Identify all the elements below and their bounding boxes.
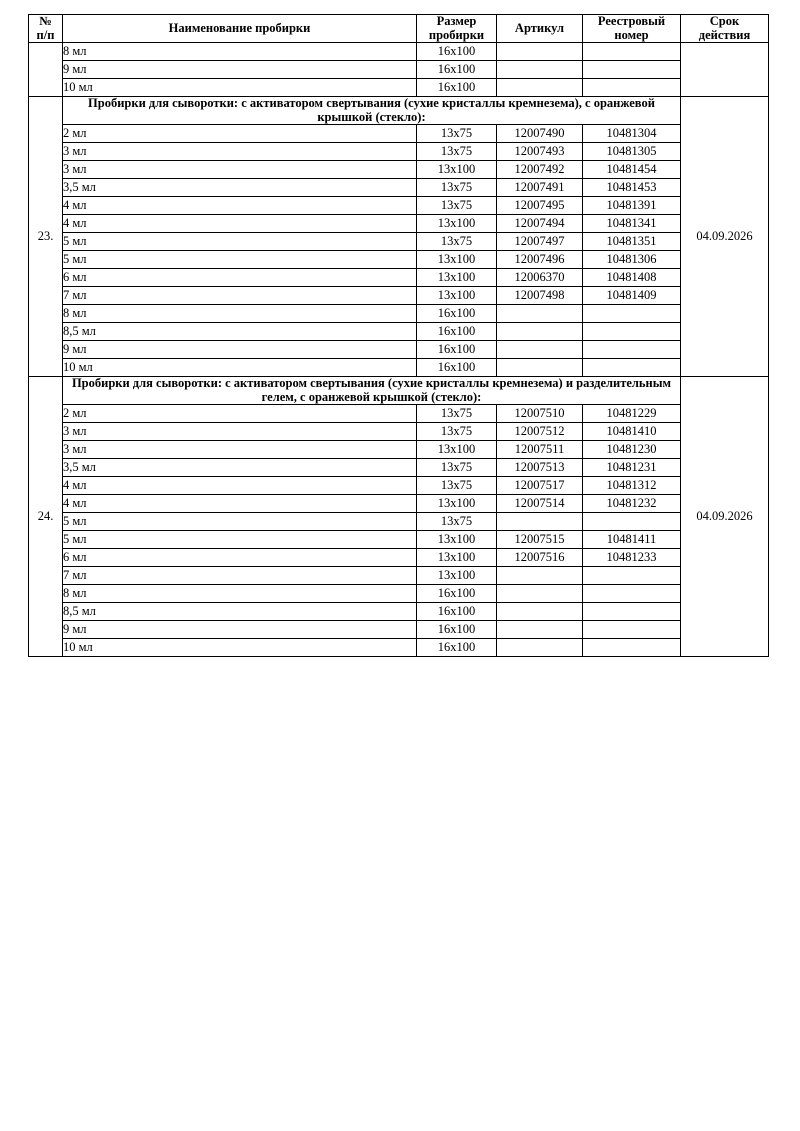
section-title-cell: Пробирки для сыворотки: с активатором свертывания (сухие кристаллы кремнезема) и разделительным гелем, с оранжевой крышкой (стекло): (63, 377, 681, 405)
tube-registry-cell (583, 513, 681, 531)
tube-name-cell: 8,5 мл (63, 323, 417, 341)
tube-name-cell: 9 мл (63, 621, 417, 639)
tube-registry-cell: 10481229 (583, 405, 681, 423)
table-row (29, 549, 769, 567)
tube-article-cell: 12007494 (497, 215, 583, 233)
table-row (29, 441, 769, 459)
tube-name-cell: 3 мл (63, 423, 417, 441)
tube-article-cell (497, 305, 583, 323)
tube-size-cell: 13x100 (417, 567, 497, 585)
tube-name-cell: 5 мл (63, 251, 417, 269)
section-title-cell: Пробирки для сыворотки: с активатором свертывания (сухие кристаллы кремнезема), с оранжевой крышкой (стекло): (63, 97, 681, 125)
column-header-term-line2: действия (698, 27, 751, 42)
tube-registry-cell: 10481391 (583, 197, 681, 215)
tube-name-cell: 2 мл (63, 125, 417, 143)
tube-registry-cell (583, 621, 681, 639)
table-body (29, 43, 769, 657)
tube-registry-cell (583, 585, 681, 603)
tube-size-cell: 13x75 (417, 233, 497, 251)
table-row (29, 215, 769, 233)
tube-size-cell: 16x100 (417, 621, 497, 639)
tube-name-cell: 5 мл (63, 531, 417, 549)
tube-size-cell: 13x75 (417, 405, 497, 423)
table-row (29, 513, 769, 531)
tube-name-cell: 4 мл (63, 495, 417, 513)
tube-name-cell: 5 мл (63, 513, 417, 531)
tube-article-cell (497, 603, 583, 621)
tube-article-cell: 12007491 (497, 179, 583, 197)
column-header-article: Артикул (497, 15, 583, 43)
tube-registry-cell (583, 603, 681, 621)
tube-article-cell: 12007492 (497, 161, 583, 179)
tube-registry-cell: 10481351 (583, 233, 681, 251)
tube-size-cell: 13x75 (417, 477, 497, 495)
tube-article-cell (497, 323, 583, 341)
tube-registry-cell: 10481304 (583, 125, 681, 143)
column-header-term (681, 15, 769, 43)
table-row (29, 459, 769, 477)
tube-registry-cell (583, 43, 681, 61)
tube-size-cell: 13x75 (417, 197, 497, 215)
tube-name-cell: 8,5 мл (63, 603, 417, 621)
tube-name-cell: 10 мл (63, 639, 417, 657)
tube-registry-cell: 10481454 (583, 161, 681, 179)
tube-article-cell: 12007517 (497, 477, 583, 495)
tube-name-cell: 3,5 мл (63, 459, 417, 477)
tube-size-cell: 16x100 (417, 603, 497, 621)
tube-size-cell: 13x100 (417, 269, 497, 287)
tube-size-cell: 13x100 (417, 287, 497, 305)
table-row (29, 477, 769, 495)
column-header-name: Наименование пробирки (63, 15, 417, 43)
tube-name-cell: 4 мл (63, 197, 417, 215)
tube-name-cell: 10 мл (63, 79, 417, 97)
column-header-number (29, 15, 63, 43)
tube-size-cell: 16x100 (417, 323, 497, 341)
table-row (29, 341, 769, 359)
tube-size-cell: 16x100 (417, 61, 497, 79)
tube-size-cell: 13x75 (417, 513, 497, 531)
tube-article-cell (497, 61, 583, 79)
tube-registry-cell (583, 305, 681, 323)
tube-article-cell (497, 43, 583, 61)
tube-size-cell: 13x100 (417, 495, 497, 513)
tube-size-cell: 13x75 (417, 125, 497, 143)
table-row (29, 639, 769, 657)
table-row (29, 143, 769, 161)
tube-registry-cell (583, 323, 681, 341)
tube-name-cell: 3 мл (63, 161, 417, 179)
tube-registry-cell (583, 79, 681, 97)
tube-name-cell: 7 мл (63, 287, 417, 305)
table-row (29, 585, 769, 603)
table-row (29, 161, 769, 179)
tube-registry-cell: 10481409 (583, 287, 681, 305)
table-row (29, 603, 769, 621)
tube-name-cell: 3 мл (63, 441, 417, 459)
tube-size-cell: 13x100 (417, 161, 497, 179)
tube-article-cell (497, 639, 583, 657)
tube-registry-cell: 10481233 (583, 549, 681, 567)
column-header-number-line1: № (39, 14, 52, 28)
tube-size-cell: 13x100 (417, 251, 497, 269)
validity-date-cell: 04.09.2026 (681, 377, 769, 657)
column-header-size-line2: пробирки (428, 27, 485, 42)
table-row (29, 495, 769, 513)
tube-name-cell: 8 мл (63, 305, 417, 323)
table-row (29, 531, 769, 549)
table-row (29, 125, 769, 143)
column-header-registry (583, 15, 681, 43)
table-row (29, 423, 769, 441)
tube-article-cell: 12007514 (497, 495, 583, 513)
tube-name-cell: 8 мл (63, 43, 417, 61)
tube-size-cell: 13x75 (417, 459, 497, 477)
tube-size-cell: 13x75 (417, 143, 497, 161)
column-header-size-line1: Размер (436, 14, 477, 28)
tube-size-cell: 13x75 (417, 179, 497, 197)
tube-name-cell: 3,5 мл (63, 179, 417, 197)
tube-name-cell: 3 мл (63, 143, 417, 161)
section-number-cell: 24. (29, 377, 63, 657)
tube-article-cell: 12007495 (497, 197, 583, 215)
tube-size-cell: 16x100 (417, 359, 497, 377)
tube-article-cell (497, 585, 583, 603)
tube-name-cell: 9 мл (63, 61, 417, 79)
tube-size-cell: 13x100 (417, 531, 497, 549)
tube-name-cell: 7 мл (63, 567, 417, 585)
tube-name-cell: 6 мл (63, 549, 417, 567)
tube-size-cell: 16x100 (417, 43, 497, 61)
tube-article-cell (497, 359, 583, 377)
tube-size-cell: 16x100 (417, 341, 497, 359)
table-header (29, 15, 769, 43)
table-row (29, 79, 769, 97)
tube-size-cell: 16x100 (417, 79, 497, 97)
tube-article-cell: 12007497 (497, 233, 583, 251)
tube-name-cell: 10 мл (63, 359, 417, 377)
tube-article-cell: 12006370 (497, 269, 583, 287)
tube-size-cell: 13x100 (417, 549, 497, 567)
table-row (29, 305, 769, 323)
tube-article-cell: 12007496 (497, 251, 583, 269)
validity-date-cell: 04.09.2026 (681, 97, 769, 377)
tube-registry-cell (583, 359, 681, 377)
tube-article-cell: 12007510 (497, 405, 583, 423)
tube-article-cell: 12007516 (497, 549, 583, 567)
tube-article-cell (497, 79, 583, 97)
tube-size-cell: 16x100 (417, 585, 497, 603)
table-row (29, 287, 769, 305)
tube-article-cell: 12007493 (497, 143, 583, 161)
tube-name-cell: 9 мл (63, 341, 417, 359)
table-row (29, 359, 769, 377)
tube-name-cell: 4 мл (63, 477, 417, 495)
tube-registry-cell: 10481230 (583, 441, 681, 459)
section-header-row (29, 97, 769, 125)
tube-registry-cell: 10481306 (583, 251, 681, 269)
tube-size-cell: 13x75 (417, 423, 497, 441)
validity-date-cell (681, 43, 769, 97)
tube-name-cell: 2 мл (63, 405, 417, 423)
column-header-registry-line2: номер (614, 27, 649, 42)
tube-article-cell (497, 621, 583, 639)
tube-article-cell (497, 513, 583, 531)
row-number-cell (29, 43, 63, 97)
table-row (29, 269, 769, 287)
table-row (29, 405, 769, 423)
column-header-number-line2: п/п (36, 27, 55, 42)
section-number-cell: 23. (29, 97, 63, 377)
table-row (29, 233, 769, 251)
tube-registry-cell (583, 567, 681, 585)
tube-registry-cell: 10481453 (583, 179, 681, 197)
table-row (29, 43, 769, 61)
tube-registry-cell: 10481341 (583, 215, 681, 233)
table-row (29, 621, 769, 639)
tube-registry-cell (583, 341, 681, 359)
tube-registry-cell (583, 639, 681, 657)
column-header-registry-line1: Реестровый (597, 14, 666, 28)
tube-registry-cell: 10481408 (583, 269, 681, 287)
table-row (29, 567, 769, 585)
column-header-term-line1: Срок (709, 14, 740, 28)
table-row (29, 323, 769, 341)
tube-article-cell: 12007512 (497, 423, 583, 441)
tube-registry-cell: 10481312 (583, 477, 681, 495)
tube-size-cell: 16x100 (417, 305, 497, 323)
table-header-row (29, 15, 769, 43)
table-row (29, 251, 769, 269)
tube-name-cell: 8 мл (63, 585, 417, 603)
tube-size-cell: 13x100 (417, 215, 497, 233)
table-row (29, 197, 769, 215)
tube-article-cell: 12007511 (497, 441, 583, 459)
tube-registry-cell: 10481411 (583, 531, 681, 549)
tube-article-cell (497, 341, 583, 359)
tube-size-cell: 16x100 (417, 639, 497, 657)
column-header-size (417, 15, 497, 43)
tube-article-cell: 12007515 (497, 531, 583, 549)
table-row (29, 179, 769, 197)
tube-registry-cell: 10481232 (583, 495, 681, 513)
tube-name-cell: 4 мл (63, 215, 417, 233)
tube-catalog-table (28, 14, 769, 657)
tube-registry-cell: 10481305 (583, 143, 681, 161)
tube-article-cell (497, 567, 583, 585)
tube-size-cell: 13x100 (417, 441, 497, 459)
tube-name-cell: 6 мл (63, 269, 417, 287)
tube-article-cell: 12007498 (497, 287, 583, 305)
tube-registry-cell: 10481410 (583, 423, 681, 441)
tube-article-cell: 12007490 (497, 125, 583, 143)
tube-name-cell: 5 мл (63, 233, 417, 251)
table-row (29, 61, 769, 79)
section-header-row (29, 377, 769, 405)
tube-registry-cell (583, 61, 681, 79)
tube-article-cell: 12007513 (497, 459, 583, 477)
tube-registry-cell: 10481231 (583, 459, 681, 477)
